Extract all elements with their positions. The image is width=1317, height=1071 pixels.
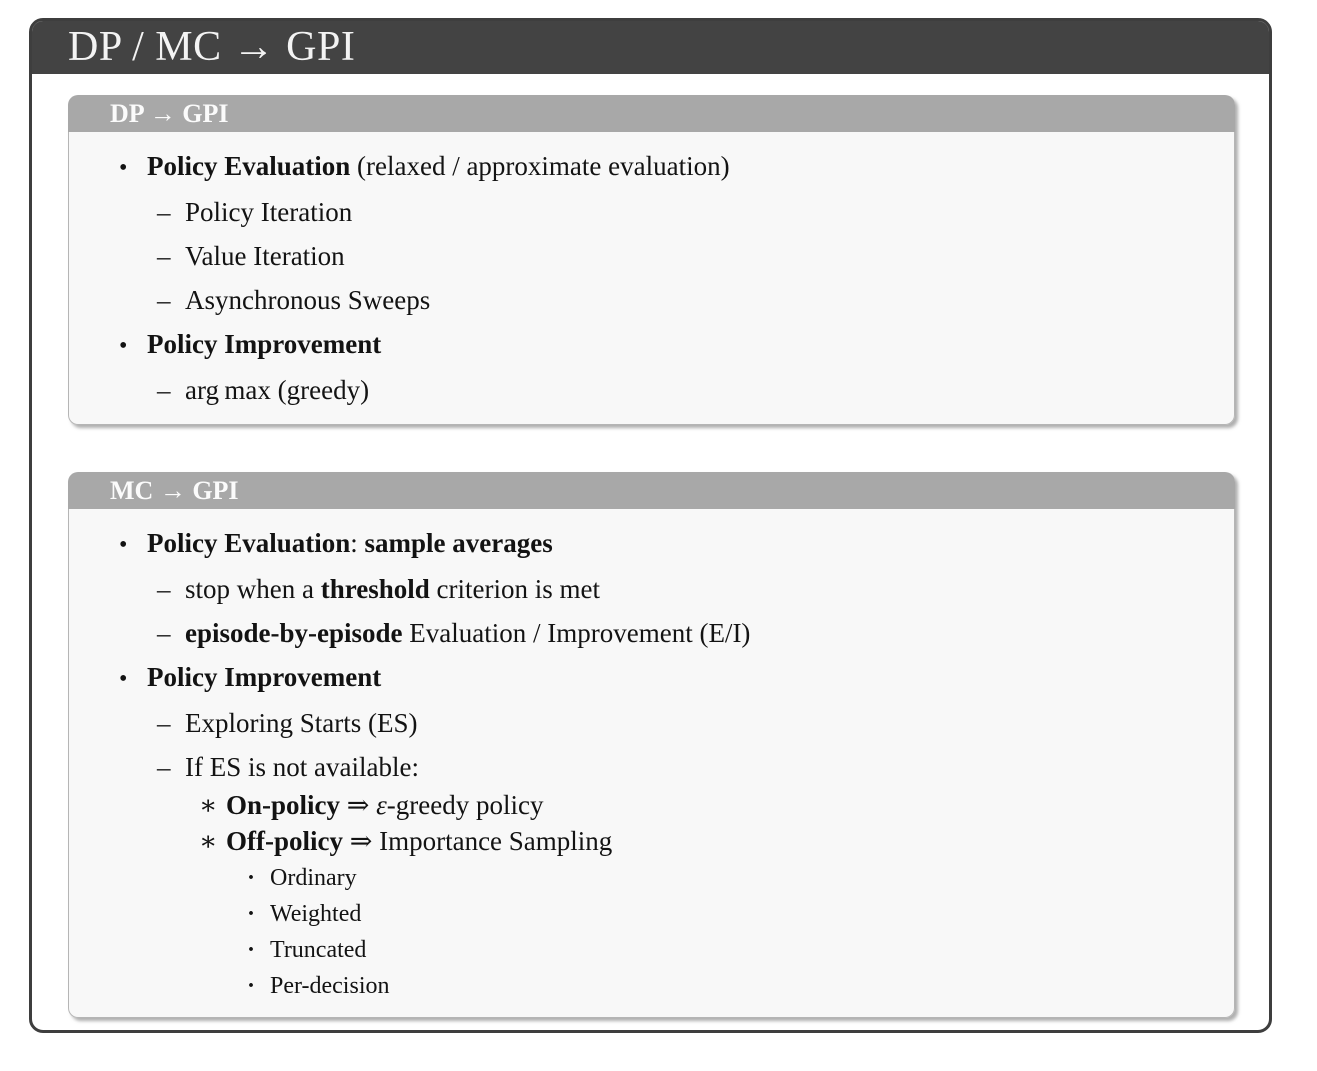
block-dp-gpi [68, 95, 1235, 425]
block-title: MC → GPI [110, 476, 239, 505]
list-item-text: Asynchronous Sweeps [185, 285, 431, 315]
block-body [68, 132, 1235, 425]
list-item-level-1 [69, 148, 1234, 186]
list-item-text: Ordinary [270, 865, 357, 891]
bullet-marker: – [157, 618, 171, 648]
list-item-level-4 [69, 935, 1234, 965]
bullet-marker: – [157, 574, 171, 604]
list-item-text: On-policy ⇒ ε-greedy policy [226, 790, 544, 820]
slide-frame [29, 18, 1272, 1033]
block-title: DP → GPI [110, 99, 229, 128]
bullet-marker: ∗ [199, 826, 218, 856]
list-item-level-2 [69, 372, 1234, 408]
list-item-text: If ES is not available: [185, 752, 419, 782]
bullet-marker: – [157, 375, 171, 405]
list-item-level-2 [69, 238, 1234, 274]
list-item-text: Off-policy ⇒ Importance Sampling [226, 826, 613, 856]
bullet-marker: – [157, 752, 171, 782]
slide-title: DP / MC → GPI [68, 24, 356, 70]
list-item-level-2 [69, 571, 1234, 607]
bullet-marker: – [157, 708, 171, 738]
list-item-text: stop when a threshold criterion is met [185, 574, 600, 604]
bullet-marker: · [247, 901, 256, 927]
bullet-marker: ∗ [199, 790, 218, 820]
list-item-text: Truncated [270, 937, 367, 963]
slide-title-bar [32, 21, 1269, 74]
list-item-level-2 [69, 705, 1234, 741]
list-item-level-2 [69, 749, 1234, 785]
list-item-text: Policy Improvement [147, 329, 382, 359]
block-body [68, 509, 1235, 1018]
list-item-level-2 [69, 282, 1234, 318]
bullet-marker: • [119, 666, 128, 692]
list-item-level-1 [69, 326, 1234, 364]
list-item-text: Policy Improvement [147, 662, 382, 692]
blocks-container [68, 95, 1235, 1018]
list-item-text: Policy Evaluation: sample averages [147, 528, 553, 558]
bullet-marker: • [119, 532, 128, 558]
list-item-text: Value Iteration [185, 241, 345, 271]
list-item-level-2 [69, 194, 1234, 230]
bullet-marker: · [247, 865, 256, 891]
list-item-level-4 [69, 971, 1234, 1001]
block-header [68, 472, 1235, 509]
list-item-text: Per-decision [270, 973, 390, 999]
list-item-text: episode-by-episode Evaluation / Improvement (E/I) [185, 618, 751, 648]
list-item-level-1 [69, 525, 1234, 563]
bullet-marker: – [157, 241, 171, 271]
bullet-marker: · [247, 937, 256, 963]
list-item-level-4 [69, 899, 1234, 929]
bullet-marker: – [157, 197, 171, 227]
list-item-level-3 [69, 789, 1234, 821]
list-item-level-3 [69, 825, 1234, 857]
list-item-text: Weighted [270, 901, 362, 927]
list-item-text: Policy Iteration [185, 197, 353, 227]
list-item-text: Exploring Starts (ES) [185, 708, 418, 738]
list-item-text: arg max (greedy) [185, 375, 370, 405]
list-item-level-4 [69, 863, 1234, 893]
block-header [68, 95, 1235, 132]
list-item-text: Policy Evaluation (relaxed / approximate evaluation) [147, 151, 730, 181]
list-item-level-2 [69, 615, 1234, 651]
bullet-marker: – [157, 285, 171, 315]
block-mc-gpi [68, 472, 1235, 1018]
bullet-marker: • [119, 155, 128, 181]
bullet-marker: · [247, 973, 256, 999]
bullet-marker: • [119, 333, 128, 359]
list-item-level-1 [69, 659, 1234, 697]
